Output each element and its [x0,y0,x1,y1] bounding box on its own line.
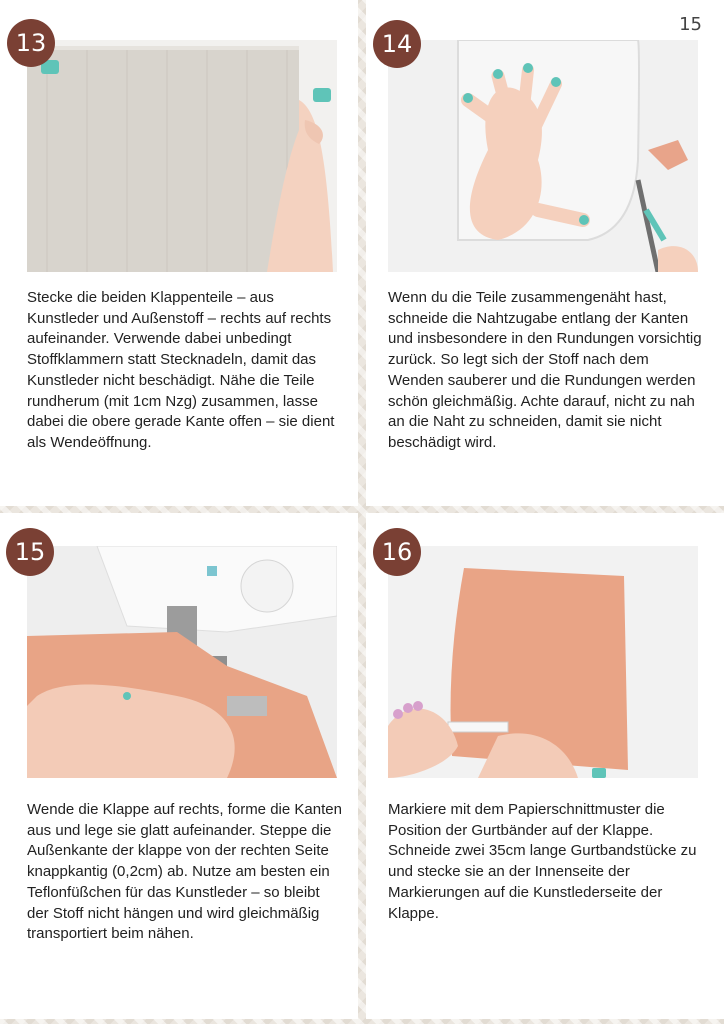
step-card-15 [0,513,358,1019]
page-number: 15 [679,14,702,35]
step-card-14 [366,0,724,506]
step-photo-clipped-fabric [27,40,337,272]
step-number-badge: 14 [373,20,421,68]
step-card-16 [366,513,724,1019]
step-description: Stecke die beiden Klappenteile – aus Kunstleder und Außenstoff – rechts auf rechts aufeinander. Verwende dabei unbedingt Stoffklammern statt Stecknadeln, damit das Kunstleder nicht beschädigt. Nähe die Teile rundherum (mit 1cm Nzg) zusammen, lasse dabei die obere gerade Kante offen – sie dient als Wendeöffnung. [27,289,335,451]
step-card-13 [0,0,358,506]
step-photo-sewing-machine [27,546,337,778]
step-number-badge: 15 [6,528,54,576]
step-description: Wende die Klappe auf rechts, forme die Kanten aus und lege sie glatt aufeinander. Steppe die Außenkante der klappe von der rechten Seite knappkantig (0,2cm) ab. Nutze am besten ein Teflonfüßchen für das Kunstleder – so bleibt der Stoff nicht hängen und wird gleichmäßig transportiert beim nähen. [27,801,342,943]
step-photo-marking-straps [388,546,698,778]
step-number-badge: 16 [373,528,421,576]
step-photo-trimming-seam [388,40,698,272]
step-description: Markiere mit dem Papierschnittmuster die Position der Gurtbänder auf der Klappe. Schneide zwei 35cm lange Gurtbandstücke zu und stecke sie an der Innenseite der Markierungen auf die Kunstlederseite der Klappe. [388,801,697,922]
step-description: Wenn du die Teile zusammengenäht hast, schneide die Nahtzugabe entlang der Kanten und insbesondere in den Rundungen vorsichtig zurück. So legt sich der Stoff nach dem Wenden sauberer und die Rundungen werden schön gleichmäßig. Achte darauf, nicht zu nah an die Naht zu schneiden, damit sie nicht beschädigt wird. [388,289,702,451]
step-number-badge: 13 [7,19,55,67]
